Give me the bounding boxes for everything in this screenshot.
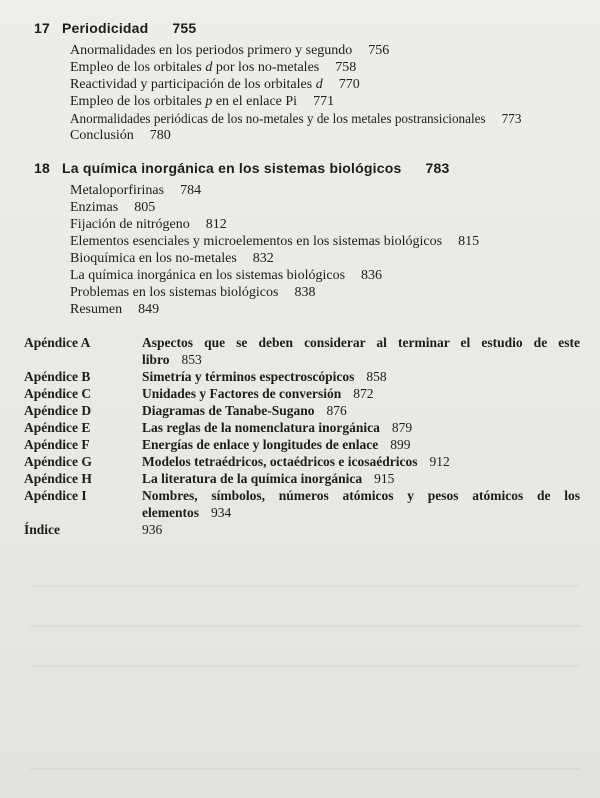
toc-entry: Metaloporfirinas 784 <box>70 183 202 198</box>
toc-entry: Enzimas 805 <box>70 200 156 215</box>
appendix-label: Apéndice B <box>24 369 91 384</box>
appendix-label: Apéndice E <box>24 420 91 435</box>
chapter-title: Periodicidad <box>62 20 149 36</box>
appendix-row <box>24 385 580 402</box>
appendix-row <box>24 368 580 385</box>
toc-page-number: 836 <box>361 268 383 283</box>
appendix-list <box>24 334 580 538</box>
appendix-row <box>24 436 580 453</box>
toc-page-number: 915 <box>374 471 395 486</box>
toc-entry: Bioquímica en los no-metales 832 <box>70 251 274 266</box>
appendix-label: Apéndice D <box>24 403 92 418</box>
chapter-18-heading <box>34 160 449 176</box>
index-row <box>24 521 580 538</box>
toc-page-number: 934 <box>210 505 232 520</box>
toc-entry: Elementos esenciales y microelementos en los sistemas biológicos 815 <box>70 234 480 249</box>
appendix-title: Las reglas de la nomenclatura inorgánica 879 <box>142 420 413 435</box>
toc-entry: Conclusión 780 <box>70 128 171 143</box>
appendix-label: Apéndice F <box>24 437 90 452</box>
index-page: 936 <box>142 522 163 537</box>
appendix-title: La literatura de la química inorgánica 915 <box>142 471 395 486</box>
appendix-row <box>24 419 580 436</box>
toc-page-number: 773 <box>501 111 522 126</box>
toc-page-number: 780 <box>149 128 171 143</box>
chapter-number: 18 <box>34 160 50 176</box>
appendix-title: Modelos tetraédricos, octaédricos e icosaédricos 912 <box>142 454 450 469</box>
chapter-18-entries <box>70 182 479 318</box>
toc-page-number: 832 <box>252 251 274 266</box>
toc-page-number: 853 <box>181 352 202 367</box>
appendix-row <box>24 334 580 368</box>
chapter-page: 755 <box>172 20 197 36</box>
toc-page-number: 770 <box>338 77 360 92</box>
index-label: Índice <box>24 522 61 537</box>
toc-page-number: 812 <box>205 217 227 232</box>
toc-page-number: 756 <box>368 43 390 58</box>
appendix-title: Aspectos que se deben considerar al terminar el estudio de este libro 853 <box>142 335 580 367</box>
appendix-label: Apéndice I <box>24 488 87 503</box>
toc-page-number: 899 <box>390 437 411 452</box>
chapter-17-heading <box>34 20 196 36</box>
toc-page-number: 912 <box>429 454 450 469</box>
appendix-row <box>24 453 580 470</box>
toc-entry: Reactividad y participación de los orbitales d 770 <box>70 77 360 92</box>
show-through-line <box>30 665 580 667</box>
toc-entry: La química inorgánica en los sistemas biológicos 836 <box>70 268 383 283</box>
toc-entry: Empleo de los orbitales p en el enlace Pi 771 <box>70 94 335 109</box>
toc-entry: Fijación de nitrógeno 812 <box>70 217 227 232</box>
appendix-label: Apéndice A <box>24 335 91 350</box>
toc-entry: Anormalidades periódicas de los no-metales y de los metales postransicionales 773 <box>70 111 522 126</box>
appendix-title: Diagramas de Tanabe-Sugano 876 <box>142 403 347 418</box>
appendix-row <box>24 470 580 487</box>
toc-page-number: 872 <box>353 386 374 401</box>
chapter-17-entries <box>70 42 521 144</box>
toc-page-number: 771 <box>313 94 335 109</box>
chapter-page: 783 <box>425 160 450 176</box>
chapter-title: La química inorgánica en los sistemas biológicos <box>62 160 402 176</box>
toc-page-number: 876 <box>326 403 347 418</box>
show-through-line <box>30 768 580 770</box>
toc-page-number: 858 <box>366 369 387 384</box>
toc-entry: Problemas en los sistemas biológicos 838 <box>70 285 316 300</box>
toc-page-number: 879 <box>391 420 413 435</box>
show-through-line <box>30 585 580 587</box>
toc-page-number: 838 <box>294 285 316 300</box>
show-through-line <box>30 625 580 627</box>
toc-page-number: 758 <box>335 60 357 75</box>
appendix-label: Apéndice G <box>24 454 92 469</box>
toc-entry: Empleo de los orbitales d por los no-metales 758 <box>70 60 357 75</box>
toc-page-number: 784 <box>180 183 202 198</box>
appendix-title: Energías de enlace y longitudes de enlace 899 <box>142 437 411 452</box>
appendix-label: Apéndice C <box>24 386 92 401</box>
appendix-label: Apéndice H <box>24 471 92 486</box>
toc-page-number: 849 <box>138 302 160 317</box>
toc-page-number: 815 <box>458 234 480 249</box>
toc-entry: Anormalidades en los periodos primero y segundo 756 <box>70 43 390 58</box>
toc-page-number: 805 <box>134 200 156 215</box>
appendix-row <box>24 487 580 521</box>
toc-entry: Resumen 849 <box>70 302 160 317</box>
appendix-title: Nombres, símbolos, números atómicos y pesos atómicos de los elementos 934 <box>142 488 580 520</box>
appendix-row <box>24 402 580 419</box>
appendix-title: Simetría y términos espectroscópicos 858 <box>142 369 387 384</box>
appendix-title: Unidades y Factores de conversión 872 <box>142 386 374 401</box>
chapter-number: 17 <box>34 20 50 36</box>
